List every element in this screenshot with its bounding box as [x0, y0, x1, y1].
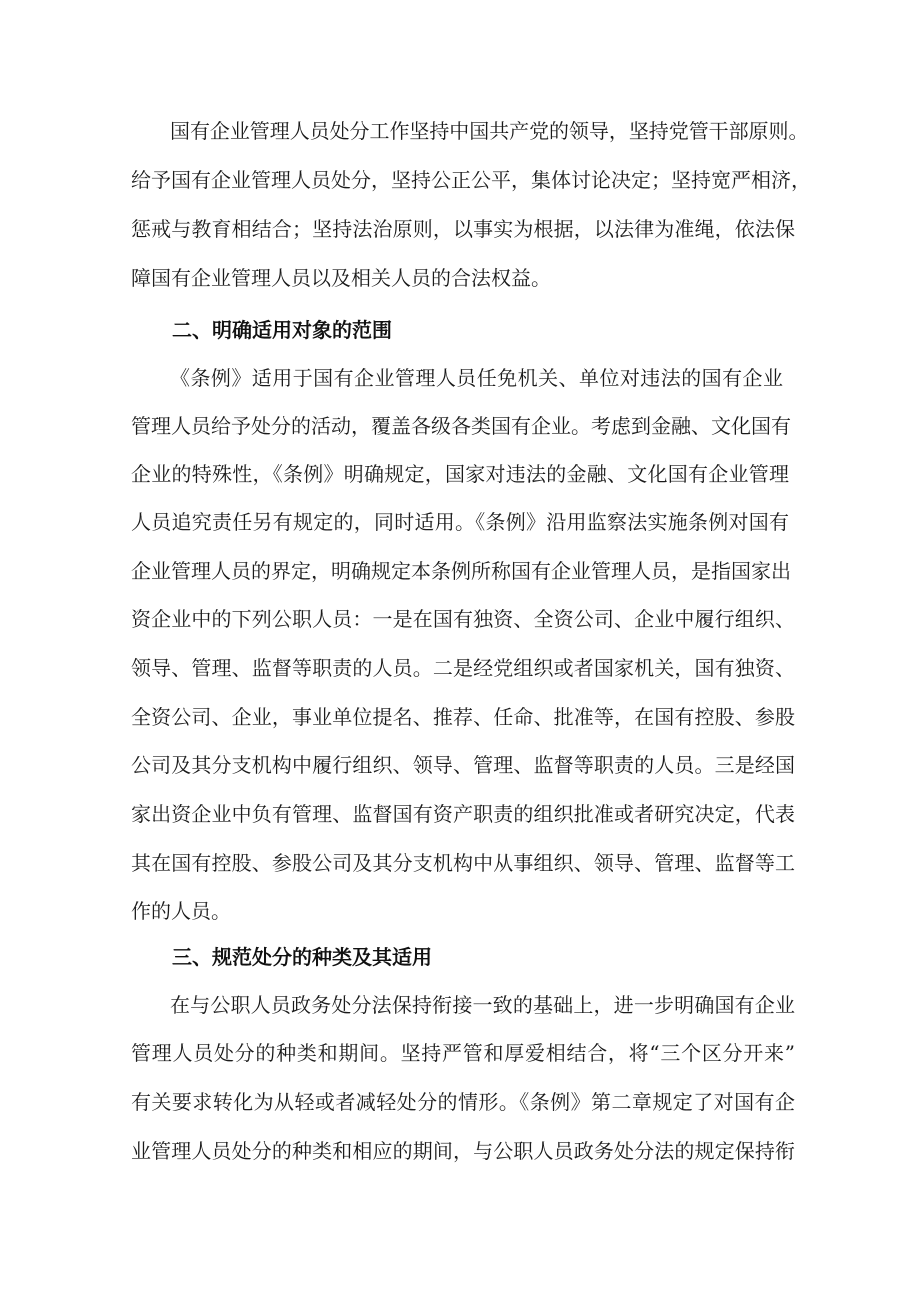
paragraph-5-line-4	[0, 1131, 920, 1171]
paragraph-3-line-3	[0, 454, 920, 494]
text-line: 业管理人员处分的种类和相应的期间，与公职人员政务处分法的规定保持衔	[131, 1139, 795, 1163]
paragraph-3-line-4	[0, 502, 920, 542]
section-heading-2	[0, 310, 920, 350]
paragraph-3-line-2	[0, 406, 920, 446]
text-line: 国有企业管理人员处分工作坚持中国共产党的领导，坚持党管干部原则。	[170, 119, 809, 143]
heading-text: 三、规范处分的种类及其适用	[172, 945, 432, 969]
paragraph-1-line-3	[0, 209, 920, 249]
text-line: 全资公司、企业，事业单位提名、推荐、任命、批准等，在国有控股、参股	[131, 705, 795, 729]
text-line: 在与公职人员政务处分法保持衔接一致的基础上，进一步明确国有企业	[170, 993, 795, 1017]
paragraph-3-line-12	[0, 891, 920, 931]
text-line: 有关要求转化为从轻或者减轻处分的情形。《条例》第二章规定了对国有企	[131, 1090, 795, 1114]
text-line: 《条例》适用于国有企业管理人员任免机关、单位对违法的国有企业	[170, 366, 783, 390]
text-line: 管理人员给予处分的活动，覆盖各级各类国有企业。考虑到金融、文化国有	[131, 414, 791, 438]
text-line: 管理人员处分的种类和期间。坚持严管和厚爱相结合，将“三个区分开来”	[131, 1041, 795, 1065]
paragraph-1-line-4	[0, 258, 920, 298]
paragraph-3-line-10	[0, 794, 920, 834]
text-line: 障国有企业管理人员以及相关人员的合法权益。	[131, 266, 551, 290]
paragraph-3-line-1	[0, 358, 920, 398]
text-line: 家出资企业中负有管理、监督国有资产职责的组织批准或者研究决定，代表	[131, 802, 795, 826]
paragraph-1-line-1	[0, 111, 920, 151]
text-line: 企业管理人员的界定，明确规定本条例所称国有企业管理人员，是指国家出	[131, 559, 791, 583]
paragraph-3-line-8	[0, 697, 920, 737]
text-line: 领导、管理、监督等职责的人员。二是经党组织或者国家机关，国有独资、	[131, 656, 795, 680]
heading-text: 二、明确适用对象的范围	[172, 318, 392, 342]
paragraph-1-line-2	[0, 160, 920, 200]
paragraph-5-line-3	[0, 1082, 920, 1122]
section-heading-3	[0, 937, 920, 977]
paragraph-3-line-7	[0, 648, 920, 688]
text-line: 给予国有企业管理人员处分，坚持公正公平，集体讨论决定；坚持宽严相济，	[131, 168, 811, 192]
paragraph-3-line-5	[0, 551, 920, 591]
text-line: 人员追究责任另有规定的，同时适用。《条例》沿用监察法实施条例对国有	[131, 510, 789, 534]
paragraph-5-line-2	[0, 1033, 920, 1073]
text-line: 惩戒与教育相结合；坚持法治原则，以事实为根据，以法律为准绳，依法保	[131, 217, 795, 241]
paragraph-3-line-11	[0, 843, 920, 883]
text-line: 企业的特殊性，《条例》明确规定，国家对违法的金融、文化国有企业管理	[131, 462, 789, 486]
text-line: 其在国有控股、参股公司及其分支机构中从事组织、领导、管理、监督等工	[131, 851, 795, 875]
text-line: 作的人员。	[131, 899, 231, 923]
paragraph-5-line-1	[0, 985, 920, 1025]
paragraph-3-line-9	[0, 745, 920, 785]
paragraph-3-line-6	[0, 599, 920, 639]
text-line: 公司及其分支机构中履行组织、领导、管理、监督等职责的人员。三是经国	[131, 753, 795, 777]
text-line: 资企业中的下列公职人员：一是在国有独资、全资公司、企业中履行组织、	[131, 607, 795, 631]
